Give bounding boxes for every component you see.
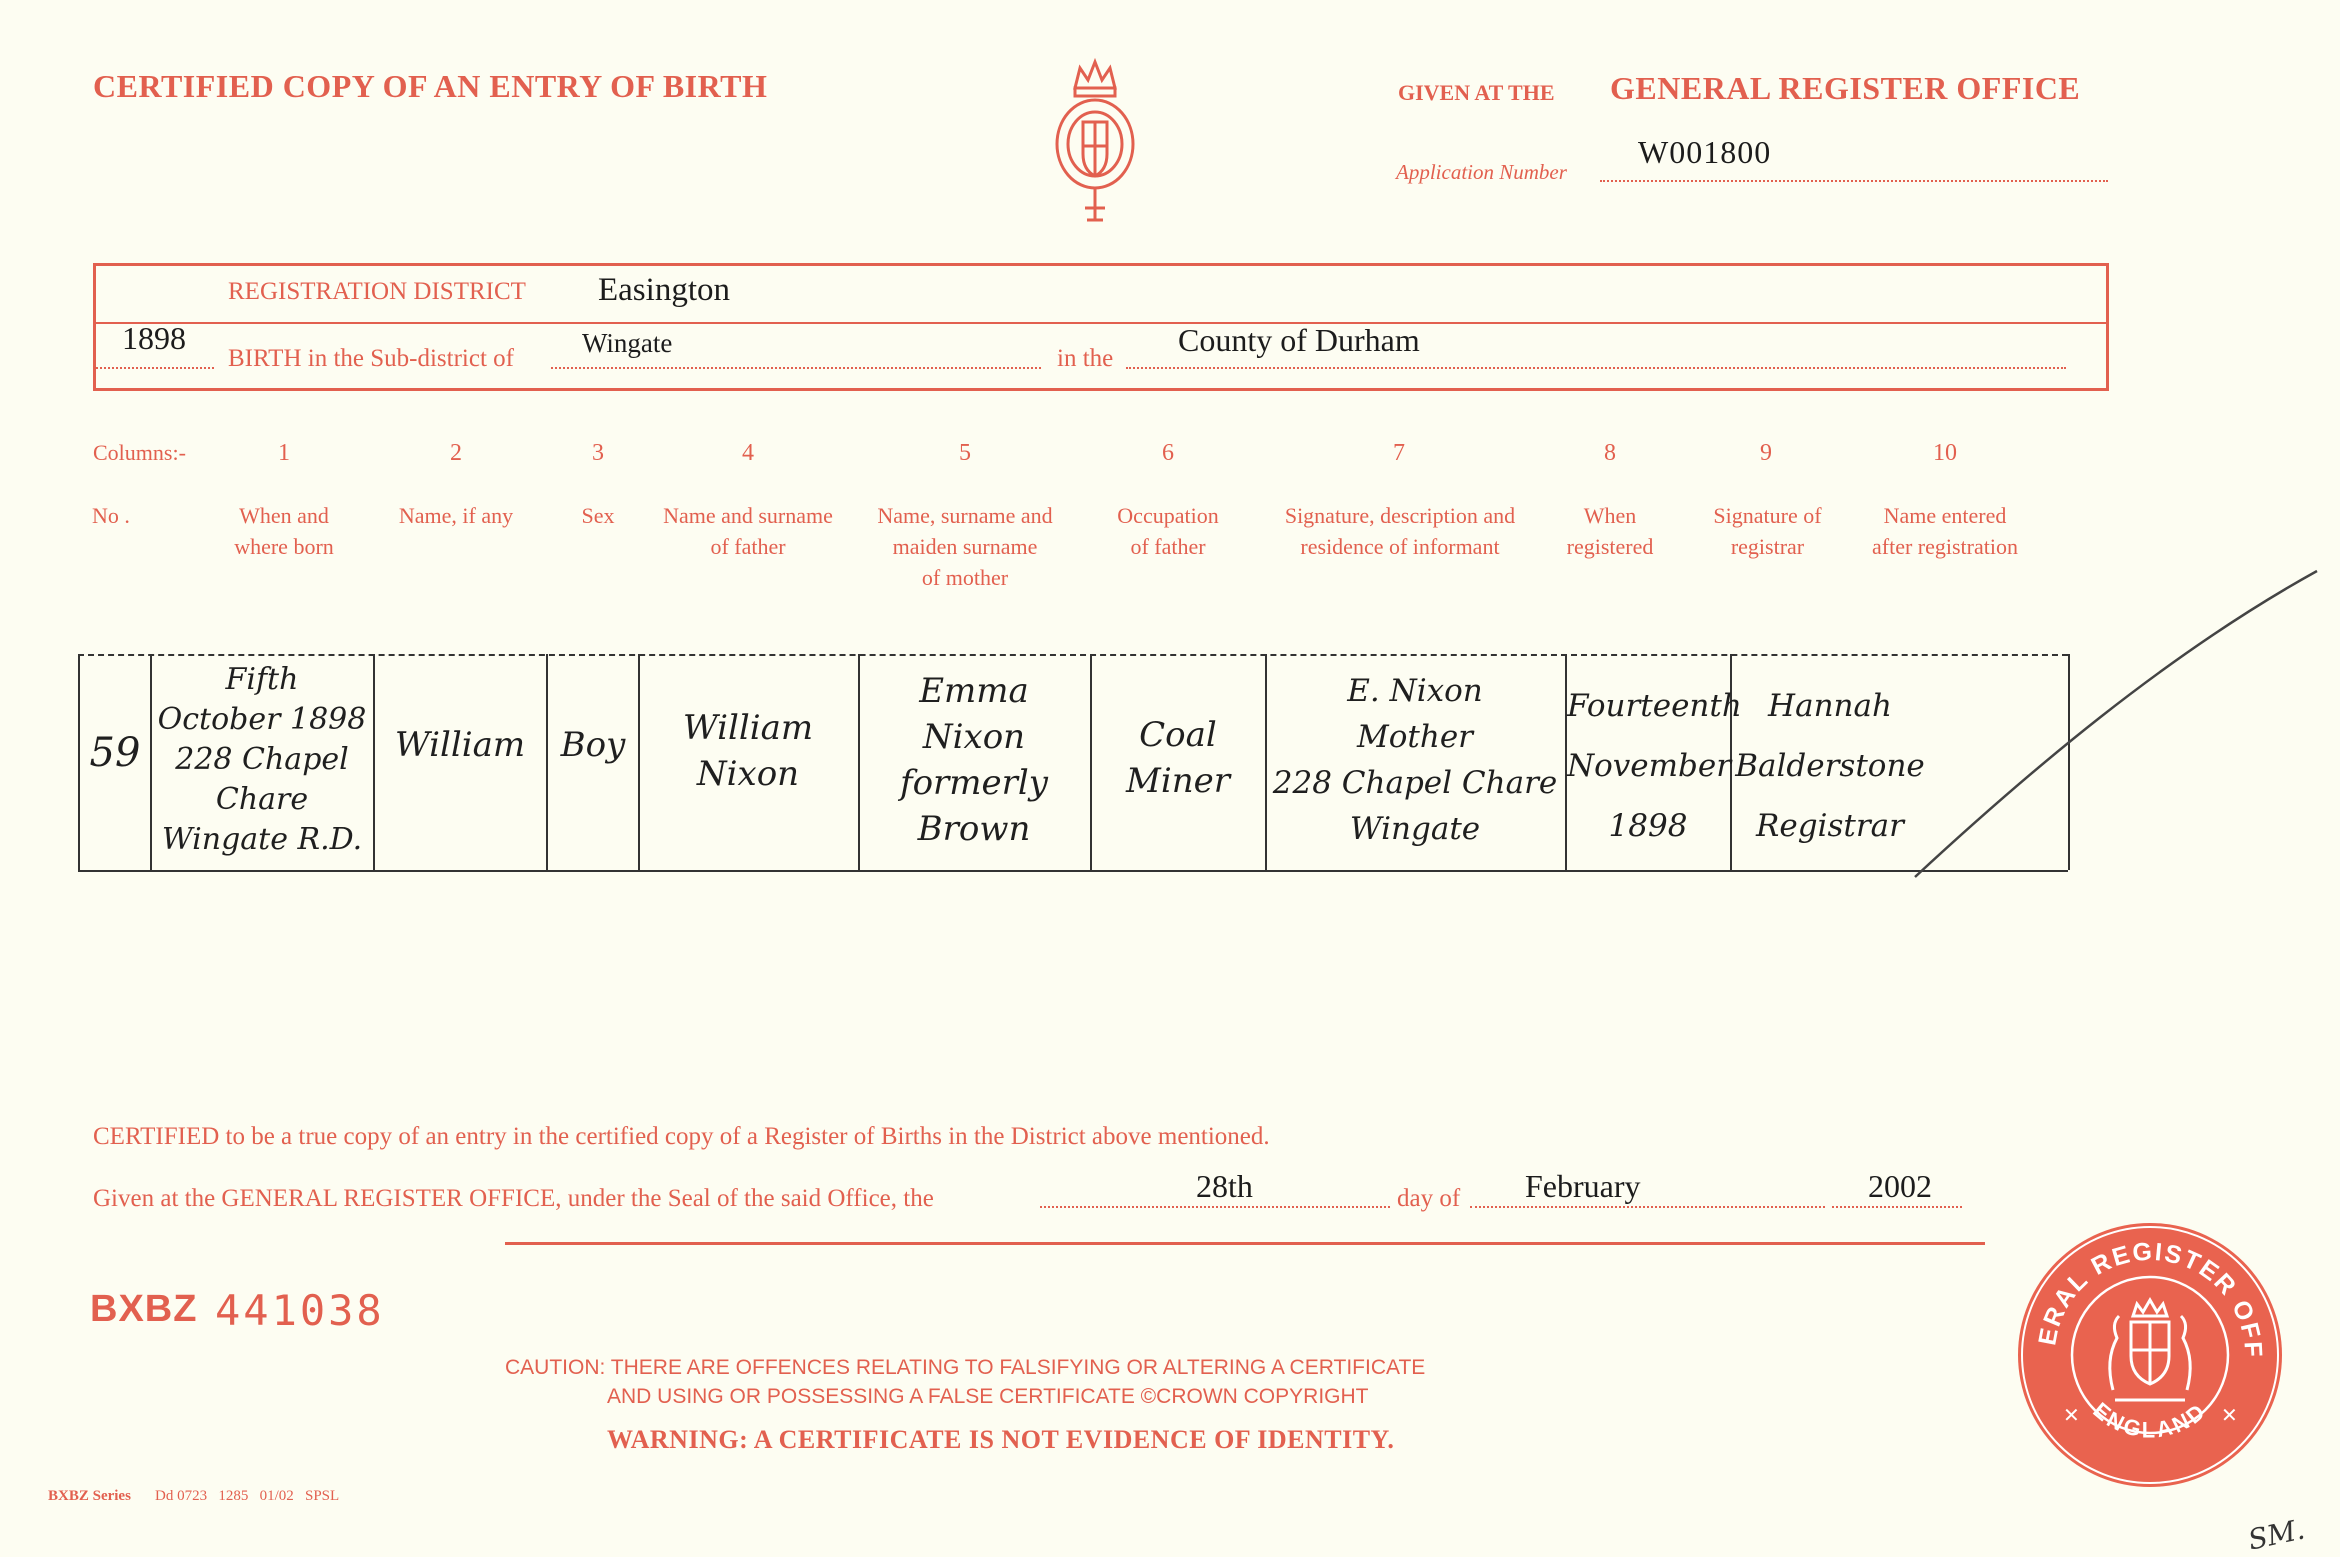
entry-no: 59 [89, 730, 141, 776]
county-value: County of Durham [1178, 322, 1420, 358]
column-number-1: 1 [278, 440, 290, 466]
entry-mother: Emma Nixon formerly Brown [899, 671, 1048, 849]
column-number-8: 8 [1604, 440, 1616, 466]
header-name: Name, if any [398, 503, 514, 528]
royal-crest-icon [1045, 58, 1145, 230]
certification-day: 28th [1196, 1168, 1253, 1204]
year-cert-dotted-line [1832, 1206, 1962, 1208]
column-number-2: 2 [450, 440, 462, 466]
header-occupation: Occupation of father [1117, 503, 1219, 559]
entry-father: William Nixon [682, 708, 814, 794]
serial-prefix: BXBZ [90, 1288, 198, 1330]
entry-sex: Boy [560, 725, 626, 765]
entry-registrar: Hannah Balderstone Registrar [1735, 688, 1925, 844]
column-number-10: 10 [1933, 440, 1957, 466]
certificate-title: CERTIFIED COPY OF AN ENTRY OF BIRTH [93, 68, 768, 104]
entry-name: William [394, 725, 526, 765]
header-no: No . [92, 503, 130, 528]
certification-statement: CERTIFIED to be a true copy of an entry in the certified copy of a Register of Births in the District above mentioned. [93, 1123, 1270, 1150]
entry-table-bottom-rule [78, 870, 2068, 872]
initials: SM. [2245, 1512, 2308, 1557]
district-box-divider [93, 322, 2106, 324]
entry-registered: Fourteenth November 1898 [1567, 688, 1742, 844]
given-at-line: Given at the GENERAL REGISTER OFFICE, under the Seal of the said Office, the [93, 1185, 934, 1212]
subdistrict-label: BIRTH in the Sub-district of [228, 345, 514, 372]
identity-warning: WARNING: A CERTIFICATE IS NOT EVIDENCE OF IDENTITY. [607, 1425, 1395, 1454]
svg-text:✕: ✕ [2221, 1403, 2238, 1427]
month-dotted-line [1470, 1206, 1825, 1208]
application-number: W001800 [1638, 134, 1772, 170]
serial-number: 441038 [215, 1286, 385, 1335]
column-number-3: 3 [592, 440, 604, 466]
column-number-5: 5 [959, 440, 971, 466]
svg-text:ENGLAND: ENGLAND [2088, 1397, 2212, 1443]
series-codes: Dd 0723 1285 01/02 SPSL [155, 1488, 340, 1504]
header-name-after: Name entered after registration [1872, 503, 2018, 559]
header-when-where: When and where born [234, 503, 334, 559]
column-number-6: 6 [1162, 440, 1174, 466]
header-when-registered: When registered [1566, 503, 1654, 559]
in-the-label: in the [1057, 345, 1114, 372]
svg-text:GENERAL REGISTER OFFICE: ERAL REGISTER OFF [2033, 1237, 2268, 1360]
subdistrict-value: Wingate [582, 328, 673, 358]
given-at-prefix: GIVEN AT THE [1398, 80, 1555, 105]
subdistrict-dotted-line [551, 367, 1041, 369]
header-father: Name and surname of father [663, 503, 833, 559]
application-dotted-line [1600, 180, 2108, 182]
day-of-label: day of [1397, 1185, 1461, 1212]
entry-occupation: Coal Miner [1126, 715, 1230, 801]
office-name: GENERAL REGISTER OFFICE [1610, 70, 2081, 106]
header-sex: Sex [581, 503, 615, 528]
header-mother: Name, surname and maiden surname of mother [877, 503, 1053, 590]
column-10-cancel-stroke [1905, 565, 2325, 885]
registration-district-value: Easington [598, 272, 730, 308]
entry-informant: E. Nixon Mother 228 Chapel Chare Wingate [1272, 673, 1558, 847]
county-dotted-line [1126, 367, 2066, 369]
caution-line-1: CAUTION: THERE ARE OFFENCES RELATING TO FALSIFYING OR ALTERING A CERTIFICATE [505, 1356, 1426, 1379]
svg-text:✕: ✕ [2063, 1403, 2080, 1427]
application-label: Application Number [1396, 160, 1567, 184]
entry-when-where: Fifth October 1898 228 Chapel Chare Wingate R.D. [157, 662, 367, 857]
header-informant: Signature, description and residence of informant [1284, 503, 1516, 559]
registration-year: 1898 [122, 320, 186, 356]
column-number-7: 7 [1393, 440, 1405, 466]
general-register-office-seal [2015, 1220, 2285, 1490]
column-number-9: 9 [1760, 440, 1772, 466]
certification-rule [505, 1242, 1985, 1245]
header-registrar: Signature of registrar [1713, 503, 1822, 559]
entry-table-top-rule [78, 654, 2068, 656]
column-number-4: 4 [742, 440, 754, 466]
year-dotted-line [96, 367, 214, 369]
columns-label: Columns:- [93, 440, 186, 465]
series-label: BXBZ Series [48, 1488, 131, 1504]
certification-month: February [1525, 1168, 1641, 1204]
registration-district-label: REGISTRATION DISTRICT [228, 278, 526, 305]
certification-year: 2002 [1868, 1168, 1932, 1204]
day-dotted-line [1040, 1206, 1390, 1208]
caution-line-2: AND USING OR POSSESSING A FALSE CERTIFICATE ©CROWN COPYRIGHT [607, 1385, 1369, 1408]
